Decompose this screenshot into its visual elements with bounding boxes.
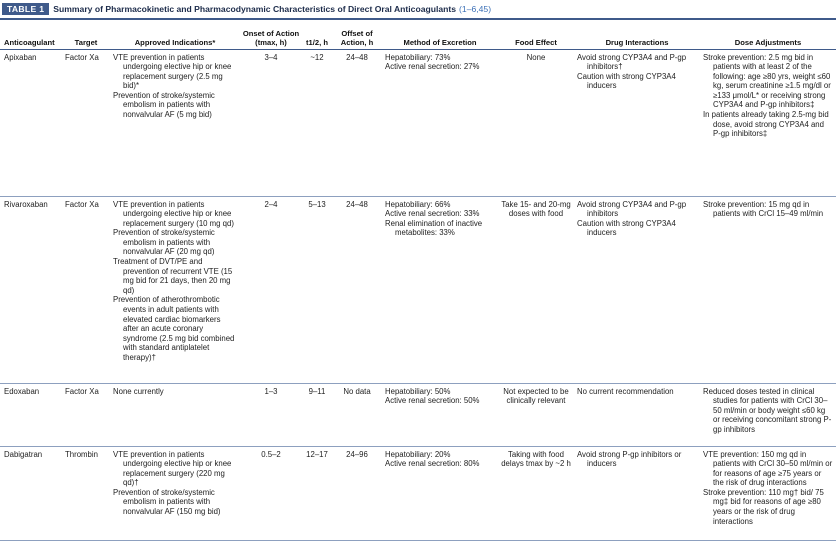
cell-dose bbox=[700, 49, 836, 196]
excretion-item: Hepatobiliary: 50% bbox=[385, 386, 451, 396]
excretion-item: Renal elimination of inactive metabolites: 33% bbox=[385, 218, 483, 238]
header-onset: Onset of Action (tmax, h) bbox=[240, 20, 302, 49]
indication-item: Prevention of stroke/systemic embolism in patients with nonvalvular AF (150 mg bid) bbox=[113, 487, 221, 517]
interaction-item: Avoid strong CYP3A4 and P-gp inhibitors† bbox=[577, 52, 687, 72]
cell-excretion bbox=[382, 49, 498, 196]
cell-dose bbox=[700, 196, 836, 383]
header-dose: Dose Adjustments bbox=[700, 20, 836, 49]
cell-onset: 0.5–2 bbox=[240, 446, 302, 540]
cell-dose bbox=[700, 383, 836, 446]
cell-excretion bbox=[382, 446, 498, 540]
interaction-item: Avoid strong P-gp inhibitors or inducers bbox=[577, 449, 682, 469]
cell-food: None bbox=[498, 49, 574, 196]
cell-interactions bbox=[574, 383, 700, 446]
header-thalf: t1/2, h bbox=[302, 20, 332, 49]
interaction-item: Caution with strong CYP3A4 inducers bbox=[577, 71, 676, 91]
header-indications: Approved Indications* bbox=[110, 20, 240, 49]
indication-item: VTE prevention in patients undergoing elective hip or knee replacement surgery (2.5 mg bid)* bbox=[113, 52, 232, 91]
indication-item: None currently bbox=[113, 386, 164, 396]
cell-thalf: 9–11 bbox=[302, 383, 332, 446]
cell-offset: 24–48 bbox=[332, 49, 382, 196]
excretion-item: Hepatobiliary: 66% bbox=[385, 199, 451, 209]
dose-item: Reduced doses tested in clinical studies for patients with CrCl 30–50 ml/min or body weight ≤60 kg or receiving concomitant strong P-gp inhibitors bbox=[703, 386, 832, 434]
table-refs[interactable]: (1–6,45) bbox=[459, 4, 492, 14]
table-label: TABLE 1 bbox=[2, 3, 49, 15]
interaction-item: Caution with strong CYP3A4 inducers bbox=[577, 218, 676, 238]
header-target: Target bbox=[62, 20, 110, 49]
header-row bbox=[0, 20, 836, 49]
indication-item: Prevention of stroke/systemic embolism in patients with nonvalvular AF (5 mg bid) bbox=[113, 90, 215, 120]
header-offset: Offset of Action, h bbox=[332, 20, 382, 49]
header-anticoagulant: Anticoagulant bbox=[0, 20, 62, 49]
cell-indications bbox=[110, 383, 240, 446]
doac-table bbox=[0, 20, 836, 541]
cell-target: Factor Xa bbox=[62, 49, 110, 196]
header-excretion: Method of Excretion bbox=[382, 20, 498, 49]
indication-item: Prevention of stroke/systemic embolism in patients with nonvalvular AF (20 mg qd) bbox=[113, 228, 215, 257]
cell-interactions bbox=[574, 446, 700, 540]
indication-item: VTE prevention in patients undergoing elective hip or knee replacement surgery (220 mg qd)† bbox=[113, 449, 232, 488]
dose-item: Stroke prevention: 15 mg qd in patients with CrCl 15–49 ml/min bbox=[703, 199, 824, 219]
cell-indications bbox=[110, 446, 240, 540]
table-row bbox=[0, 446, 836, 540]
indication-item: VTE prevention in patients undergoing elective hip or knee replacement surgery (10 mg qd) bbox=[113, 199, 234, 228]
dose-item: In patients already taking 2.5-mg bid dose, avoid strong CYP3A4 and P-gp inhibitors‡ bbox=[703, 110, 829, 139]
header-interactions: Drug Interactions bbox=[574, 20, 700, 49]
excretion-item: Hepatobiliary: 20% bbox=[385, 449, 451, 459]
dose-item: VTE prevention: 150 mg qd in patients with CrCl 30–50 ml/min or for reasons of age ≥75 years or the risk of drug interactions bbox=[703, 449, 833, 488]
cell-excretion bbox=[382, 383, 498, 446]
excretion-item: Hepatobiliary: 73% bbox=[385, 52, 451, 62]
dose-item: Stroke prevention: 2.5 mg bid in patients with at least 2 of the following: age ≥80 yrs, weight ≤60 kg, serum creatinine ≥1.5 mg/dl or ≥133 μmol/L* or receiving strong CYP3A4 and P-gp inhibitors‡ bbox=[703, 52, 831, 110]
cell-drug: Rivaroxaban bbox=[0, 196, 62, 383]
excretion-item: Active renal secretion: 80% bbox=[385, 459, 480, 469]
cell-excretion bbox=[382, 196, 498, 383]
excretion-item: Active renal secretion: 50% bbox=[385, 396, 480, 406]
cell-indications bbox=[110, 49, 240, 196]
table-row bbox=[0, 383, 836, 446]
cell-food: Taking with food delays tmax by ~2 h bbox=[498, 446, 574, 540]
cell-onset: 3–4 bbox=[240, 49, 302, 196]
cell-interactions bbox=[574, 49, 700, 196]
cell-drug: Edoxaban bbox=[0, 383, 62, 446]
cell-offset: 24–96 bbox=[332, 446, 382, 540]
cell-food: Take 15- and 20-mg doses with food bbox=[498, 196, 574, 383]
cell-drug: Dabigatran bbox=[0, 446, 62, 540]
cell-food: Not expected to be clinically relevant bbox=[498, 383, 574, 446]
excretion-item: Active renal secretion: 33% bbox=[385, 209, 480, 219]
cell-drug: Apixaban bbox=[0, 49, 62, 196]
header-food: Food Effect bbox=[498, 20, 574, 49]
cell-onset: 2–4 bbox=[240, 196, 302, 383]
cell-indications bbox=[110, 196, 240, 383]
cell-thalf: 12–17 bbox=[302, 446, 332, 540]
cell-offset: No data bbox=[332, 383, 382, 446]
cell-thalf: ~12 bbox=[302, 49, 332, 196]
indication-item: Treatment of DVT/PE and prevention of recurrent VTE (15 mg bid for 21 days, then 20 mg qd) bbox=[113, 257, 233, 295]
interaction-item: No current recommendation bbox=[577, 386, 674, 396]
cell-target: Factor Xa bbox=[62, 383, 110, 446]
table-title-bar bbox=[0, 0, 836, 20]
cell-dose bbox=[700, 446, 836, 540]
indication-item: Prevention of atherothrombotic events in adult patients with elevated cardiac biomarkers after an acute coronary syndrome (2.5 mg bid combined with standard antiplatelet therapy)† bbox=[113, 295, 235, 362]
table-row bbox=[0, 49, 836, 196]
cell-interactions bbox=[574, 196, 700, 383]
cell-onset: 1–3 bbox=[240, 383, 302, 446]
dose-item: Stroke prevention: 110 mg† bid/ 75 mg‡ bid for reasons of age ≥80 years or the risk of drug interactions bbox=[703, 487, 824, 526]
cell-offset: 24–48 bbox=[332, 196, 382, 383]
cell-target: Factor Xa bbox=[62, 196, 110, 383]
table-row bbox=[0, 196, 836, 383]
table-title: Summary of Pharmacokinetic and Pharmacodynamic Characteristics of Direct Oral Anticoagulants bbox=[53, 4, 457, 14]
excretion-item: Active renal secretion: 27% bbox=[385, 62, 480, 72]
interaction-item: Avoid strong CYP3A4 and P-gp inhibitors bbox=[577, 199, 687, 219]
cell-target: Thrombin bbox=[62, 446, 110, 540]
cell-thalf: 5–13 bbox=[302, 196, 332, 383]
